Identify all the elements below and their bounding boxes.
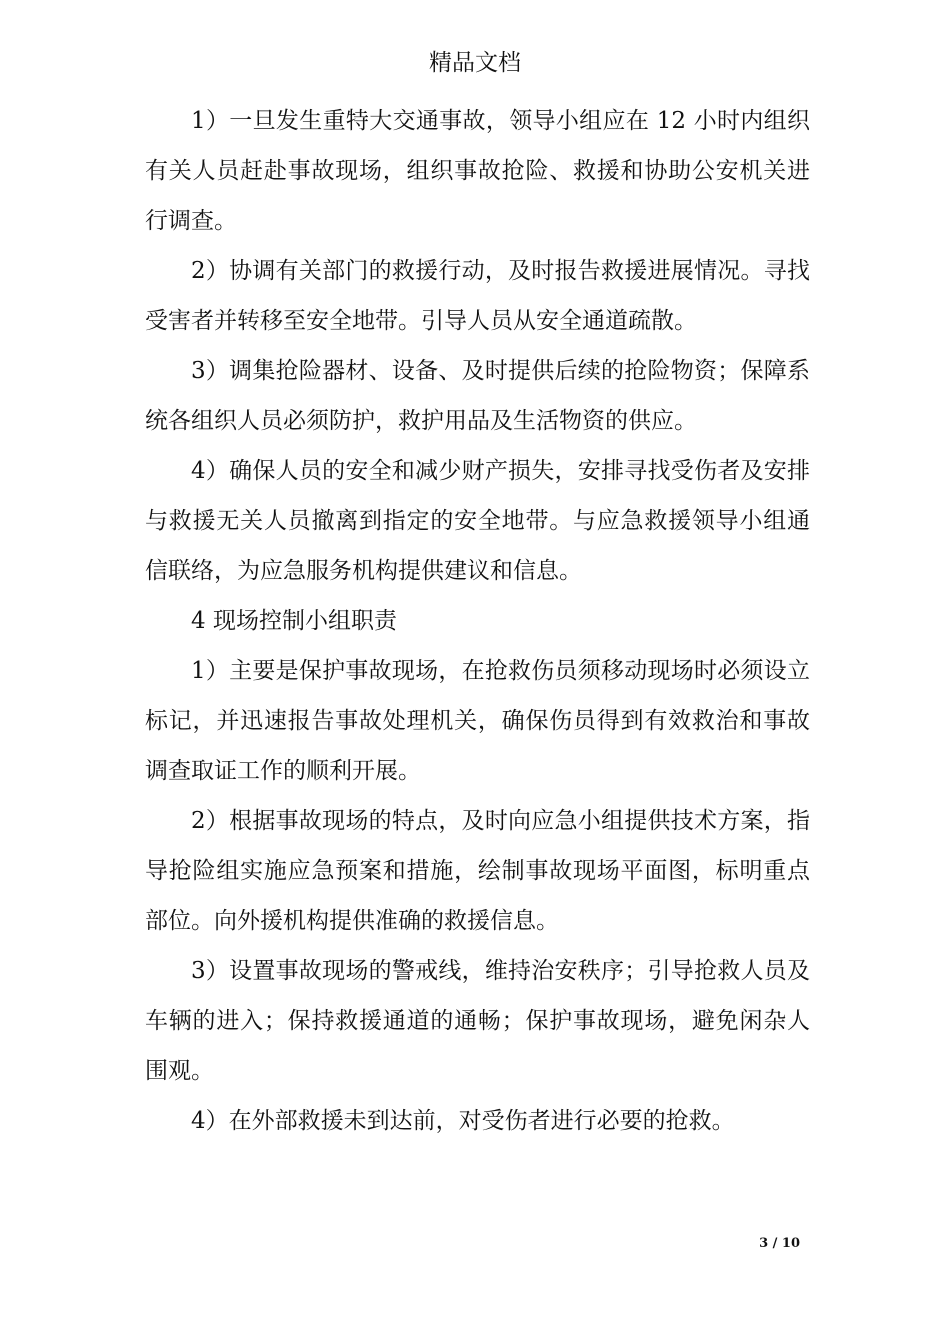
paragraph-rescue-3: 3）调集抢险器材、设备、及时提供后续的抢险物资；保障系统各组织人员必须防护，救护用品及生活物资的供应。 [145,358,810,434]
paragraph-rescue-1: 1）一旦发生重特大交通事故，领导小组应在 12 小时内组织有关人员赶赴事故现场，组织事故抢险、救援和协助公安机关进行调查。 [145,108,810,234]
paragraph-control-1: 1）主要是保护事故现场，在抢救伤员须移动现场时必须设立标记，并迅速报告事故处理机关，确保伤员得到有效救治和事故调查取证工作的顺利开展。 [145,658,810,784]
paragraph-control-4: 4）在外部救援未到达前，对受伤者进行必要的抢救。 [191,1108,735,1134]
page-number: 3 / 10 [759,1236,800,1251]
paragraph-control-2: 2）根据事故现场的特点，及时向应急小组提供技术方案，指导抢险组实施应急预案和措施，绘制事故现场平面图，标明重点部位。向外援机构提供准确的救援信息。 [145,808,810,934]
paragraph-control-3: 3）设置事故现场的警戒线，维持治安秩序；引导抢救人员及车辆的进入；保持救援通道的通畅；保护事故现场，避免闲杂人围观。 [145,958,810,1084]
paragraph-rescue-2: 2）协调有关部门的救援行动，及时报告救援进展情况。寻找受害者并转移至安全地带。引导人员从安全通道疏散。 [145,258,810,334]
paragraph-rescue-4: 4）确保人员的安全和减少财产损失，安排寻找受伤者及安排与救援无关人员撤离到指定的安全地带。与应急救援领导小组通信联络，为应急服务机构提供建议和信息。 [145,458,810,584]
page-header: 精品文档 [429,50,521,76]
section-heading-site-control: 4 现场控制小组职责 [191,608,397,634]
document-body [145,96,810,1146]
